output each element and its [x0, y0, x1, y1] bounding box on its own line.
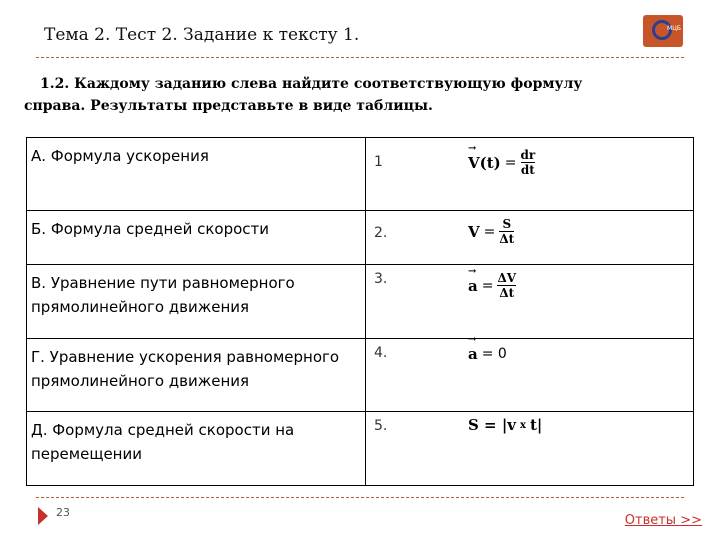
task-cell-c: В. Уравнение пути равномерного прямолинейного движения [27, 265, 366, 339]
formula-cell-2 [366, 211, 694, 265]
matching-table [26, 137, 694, 486]
table-row [27, 138, 694, 211]
task-cell-b: Б. Формула средней скорости [27, 211, 366, 265]
table-row [27, 412, 694, 486]
task-cell-e: Д. Формула средней скорости на перемещении [27, 412, 366, 486]
formula-5: S = |v x t| [468, 416, 543, 434]
bottom-divider [36, 497, 684, 498]
formula-2: V = $\frac{S}{\Delta t}$ [468, 217, 515, 246]
formula-number: 5. [374, 418, 388, 434]
top-divider [36, 57, 684, 58]
answers-link[interactable]: Ответы >> [624, 513, 702, 528]
formula-4: → a = 0 [468, 345, 507, 363]
page-number: 23 [56, 506, 70, 519]
formula-number: 2. [374, 225, 388, 241]
table-row [27, 339, 694, 412]
triangle-marker-icon [38, 507, 48, 525]
task-cell-a: А. Формула ускорения [27, 138, 366, 211]
page-title: Тема 2. Тест 2. Задание к тексту 1. [44, 25, 360, 45]
table-row [27, 211, 694, 265]
formula-cell-3 [366, 265, 694, 339]
table-row [27, 265, 694, 339]
formula-cell-4 [366, 339, 694, 412]
emblem-icon: МЦБ [643, 15, 683, 47]
task-text: 1.2. Каждому заданию слева найдите соответствующую формулу справа. Результаты представьте в виде таблицы. [24, 76, 583, 114]
formula-cell-1 [366, 138, 694, 211]
formula-number: 4. [374, 345, 388, 361]
formula-cell-5 [366, 412, 694, 486]
formula-1: → V(t) = $\frac{dr}{dt}$ [468, 148, 535, 177]
task-cell-d: Г. Уравнение ускорения равномерного прямолинейного движения [27, 339, 366, 412]
formula-number: 3. [374, 271, 388, 287]
formula-3: → a = $\frac{\Delta V}{\Delta t}$ [468, 271, 516, 300]
formula-number: 1 [374, 154, 383, 170]
